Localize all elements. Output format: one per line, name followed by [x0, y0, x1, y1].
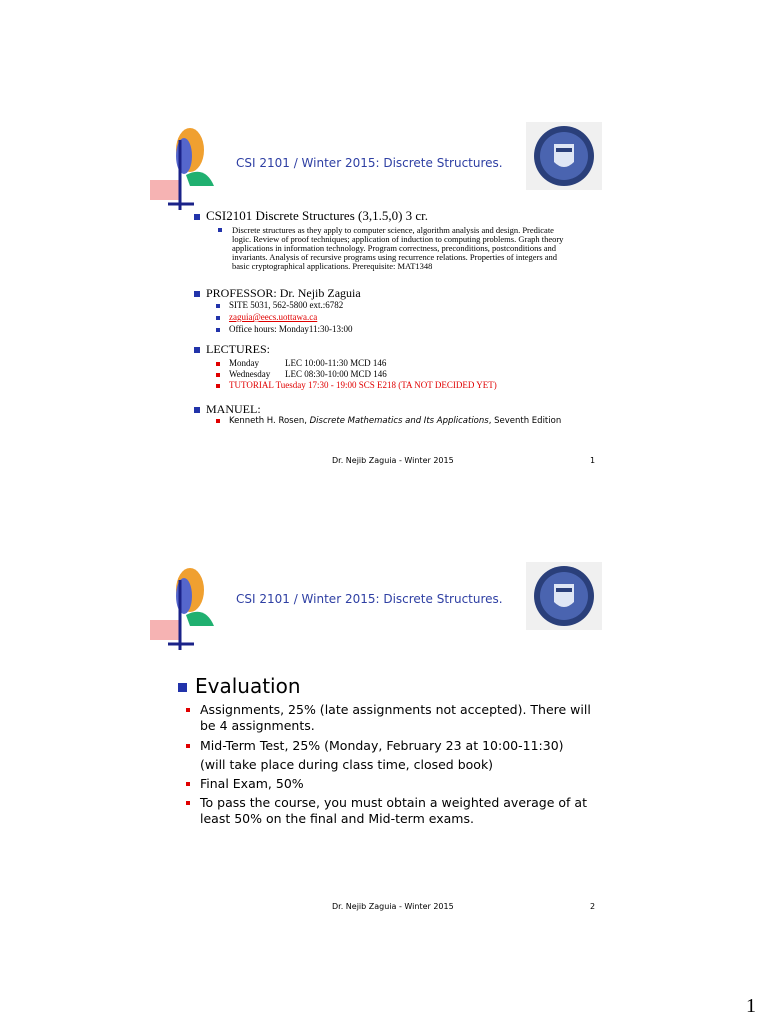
assignments-item: Assignments, 25% (late assignments not accepted). There will be 4 assignments.: [200, 702, 600, 734]
bullet-icon: [186, 744, 190, 748]
bullet-icon: [186, 708, 190, 712]
bullet-icon: [194, 291, 200, 297]
bullet-icon: [218, 228, 222, 232]
office-hours: Office hours: Monday11:30-13:00: [216, 324, 352, 334]
midterm-item: Mid-Term Test, 25% (Monday, February 23 at 10:00-11:30): [200, 738, 600, 754]
slide-number: 1: [590, 456, 596, 465]
uottawa-swirl-logo: [150, 120, 220, 210]
lecture-wednesday: Wednesday LEC 08:30-10:00 MCD 146: [216, 369, 387, 379]
bullet-icon: [216, 328, 220, 332]
professor-office: SITE 5031, 562-5800 ext.:6782: [216, 300, 343, 310]
bullet-icon: [216, 362, 220, 366]
slide-title: CSI 2101 / Winter 2015: Discrete Structures.: [236, 156, 503, 170]
bullet-icon: [216, 304, 220, 308]
slide-number: 2: [590, 902, 596, 911]
course-heading: CSI2101 Discrete Structures (3,1.5,0) 3 cr.: [194, 208, 428, 224]
slide-footer: Dr. Nejib Zaguia - Winter 2015: [332, 902, 454, 911]
uottawa-swirl-logo: [150, 560, 220, 650]
slide-1: [150, 120, 602, 480]
bullet-icon: [186, 782, 190, 786]
bullet-icon: [216, 419, 220, 423]
slide-footer: Dr. Nejib Zaguia - Winter 2015: [332, 456, 454, 465]
bullet-icon: [216, 373, 220, 377]
midterm-note: (will take place during class time, closed book): [200, 757, 494, 772]
tutorial-line: TUTORIAL Tuesday 17:30 - 19:00 SCS E218 (TA NOT DECIDED YET): [216, 380, 497, 390]
email-link[interactable]: zaguia@eecs.uottawa.ca: [229, 312, 318, 322]
bullet-icon: [186, 801, 190, 805]
university-crest-icon: [526, 562, 602, 630]
slide-title: CSI 2101 / Winter 2015: Discrete Structures.: [236, 592, 503, 606]
professor-email: [216, 312, 317, 322]
evaluation-heading: Evaluation: [178, 674, 301, 698]
bullet-icon: [216, 384, 220, 388]
page-number: 1: [746, 995, 756, 1017]
slide-2: [150, 560, 602, 920]
bullet-icon: [194, 407, 200, 413]
professor-heading: PROFESSOR: Dr. Nejib Zaguia: [194, 286, 361, 301]
bullet-icon: [216, 316, 220, 320]
final-exam-item: Final Exam, 50%: [200, 776, 600, 792]
bullet-icon: [178, 683, 187, 692]
bullet-icon: [194, 347, 200, 353]
course-description: Discrete structures as they apply to computer science, algorithm analysis and design. Predicate logic. Review of proof techniques; application of induction to computing problems. Graph theory applications in information technology. Program correctness, preconditions, postconditions and invariants. Analysis of recursive programs using recurrence relations. Properties of integers and basic cryptographical applications. Prerequisite: MAT1348: [232, 226, 572, 271]
pass-requirement-item: To pass the course, you must obtain a weighted average of at least 50% on the final and Mid-term exams.: [200, 795, 600, 827]
lectures-heading: LECTURES:: [194, 342, 270, 357]
university-crest-icon: [526, 122, 602, 190]
lecture-monday: Monday LEC 10:00-11:30 MCD 146: [216, 358, 386, 368]
manuel-heading: MANUEL:: [194, 402, 261, 417]
bullet-icon: [194, 214, 200, 220]
textbook-line: Kenneth H. Rosen, Discrete Mathematics and Its Applications, Seventh Edition: [216, 416, 561, 426]
